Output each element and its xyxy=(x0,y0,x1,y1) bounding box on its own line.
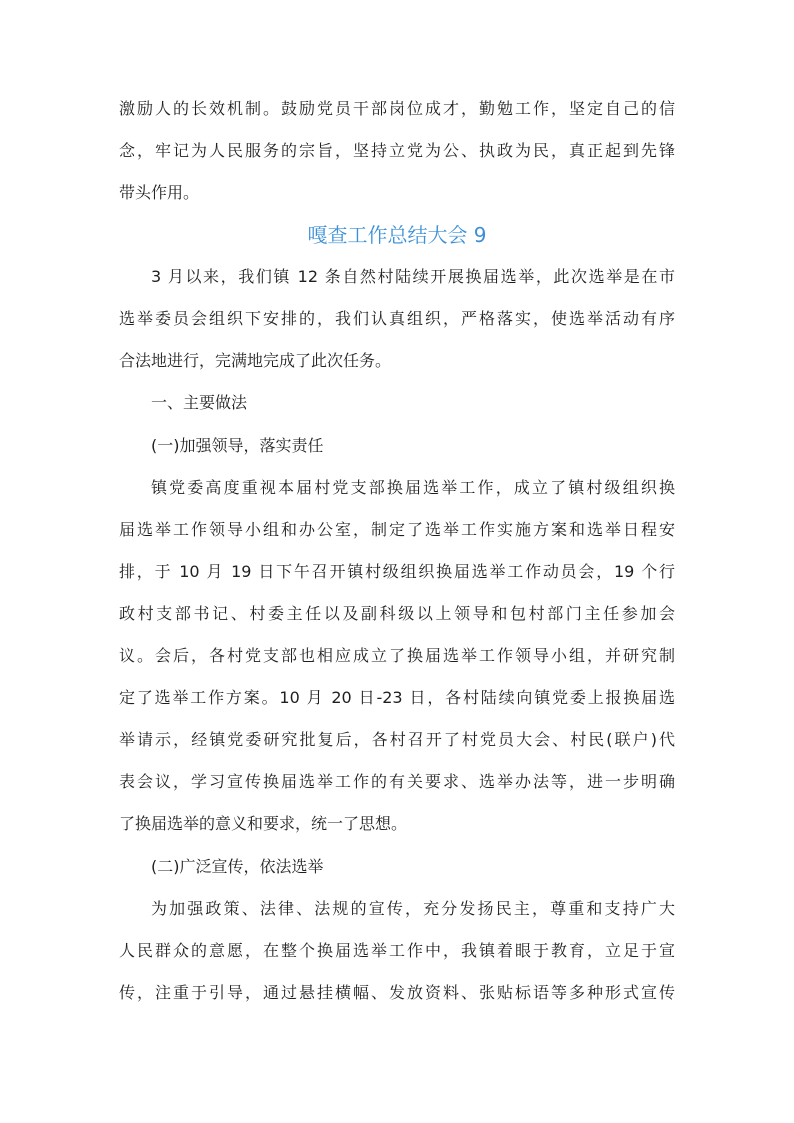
paragraph-3 xyxy=(119,898,675,1002)
document-page xyxy=(119,101,675,1001)
text-line: 了换届选举的意义和要求，统一了思想。 xyxy=(119,814,408,834)
text-line: 定了选举工作方案。10 月 20 日-23 日，各村陆续向镇党委上报换届选 xyxy=(119,688,675,708)
text-line: 人民群众的意愿，在整个换届选举工作中，我镇着眼于教育，立足于宣 xyxy=(119,940,675,960)
text-line: 为加强政策、法律、法规的宣传，充分发扬民主，尊重和支持广大 xyxy=(151,898,675,918)
text-line: 传，注重于引导，通过悬挂横幅、发放资料、张贴标语等多种形式宣传 xyxy=(119,982,675,1002)
text-line: 选举委员会组织下安排的，我们认真组织，严格落实，使选举活动有序 xyxy=(119,309,675,329)
subheading-publicity: (二)广泛宣传，依法选举 xyxy=(151,856,324,876)
text-line: 届选举工作领导小组和办公室，制定了选举工作实施方案和选举日程安 xyxy=(119,519,675,539)
text-line: 念，牢记为人民服务的宗旨，坚持立党为公、执政为民，真正起到先锋 xyxy=(119,141,675,161)
intro-paragraph xyxy=(119,101,675,201)
text-line: 表会议，学习宣传换届选举工作的有关要求、选举办法等，进一步明确 xyxy=(119,772,675,792)
text-line: 带头作用。 xyxy=(119,183,200,203)
subheading-leadership: (一)加强领导，落实责任 xyxy=(151,435,324,455)
text-line: 议。会后，各村党支部也相应成立了换届选举工作领导小组，并研究制 xyxy=(119,646,675,666)
text-line: 合法地进行，完满地完成了此次任务。 xyxy=(119,351,392,371)
text-line: 排，于 10 月 19 日下午召开镇村级组织换届选举工作动员会，19 个行 xyxy=(119,561,675,581)
text-line: 镇党委高度重视本届村党支部换届选举工作，成立了镇村级组织换 xyxy=(151,477,675,497)
text-line: 激励人的长效机制。鼓励党员干部岗位成才，勤勉工作，坚定自己的信 xyxy=(119,99,675,118)
text-line: 3 月以来，我们镇 12 条自然村陆续开展换届选举，此次选举是在市 xyxy=(151,267,675,287)
paragraph-2 xyxy=(119,477,675,834)
heading-main-practices: 一、主要做法 xyxy=(151,393,248,413)
text-line: 举请示，经镇党委研究批复后，各村召开了村党员大会、村民(联户)代 xyxy=(119,730,675,750)
paragraph-1 xyxy=(119,269,675,369)
text-line: 政村支部书记、村委主任以及副科级以上领导和包村部门主任参加会 xyxy=(119,603,675,623)
section-title: 嘎查工作总结大会 9 xyxy=(307,223,487,248)
